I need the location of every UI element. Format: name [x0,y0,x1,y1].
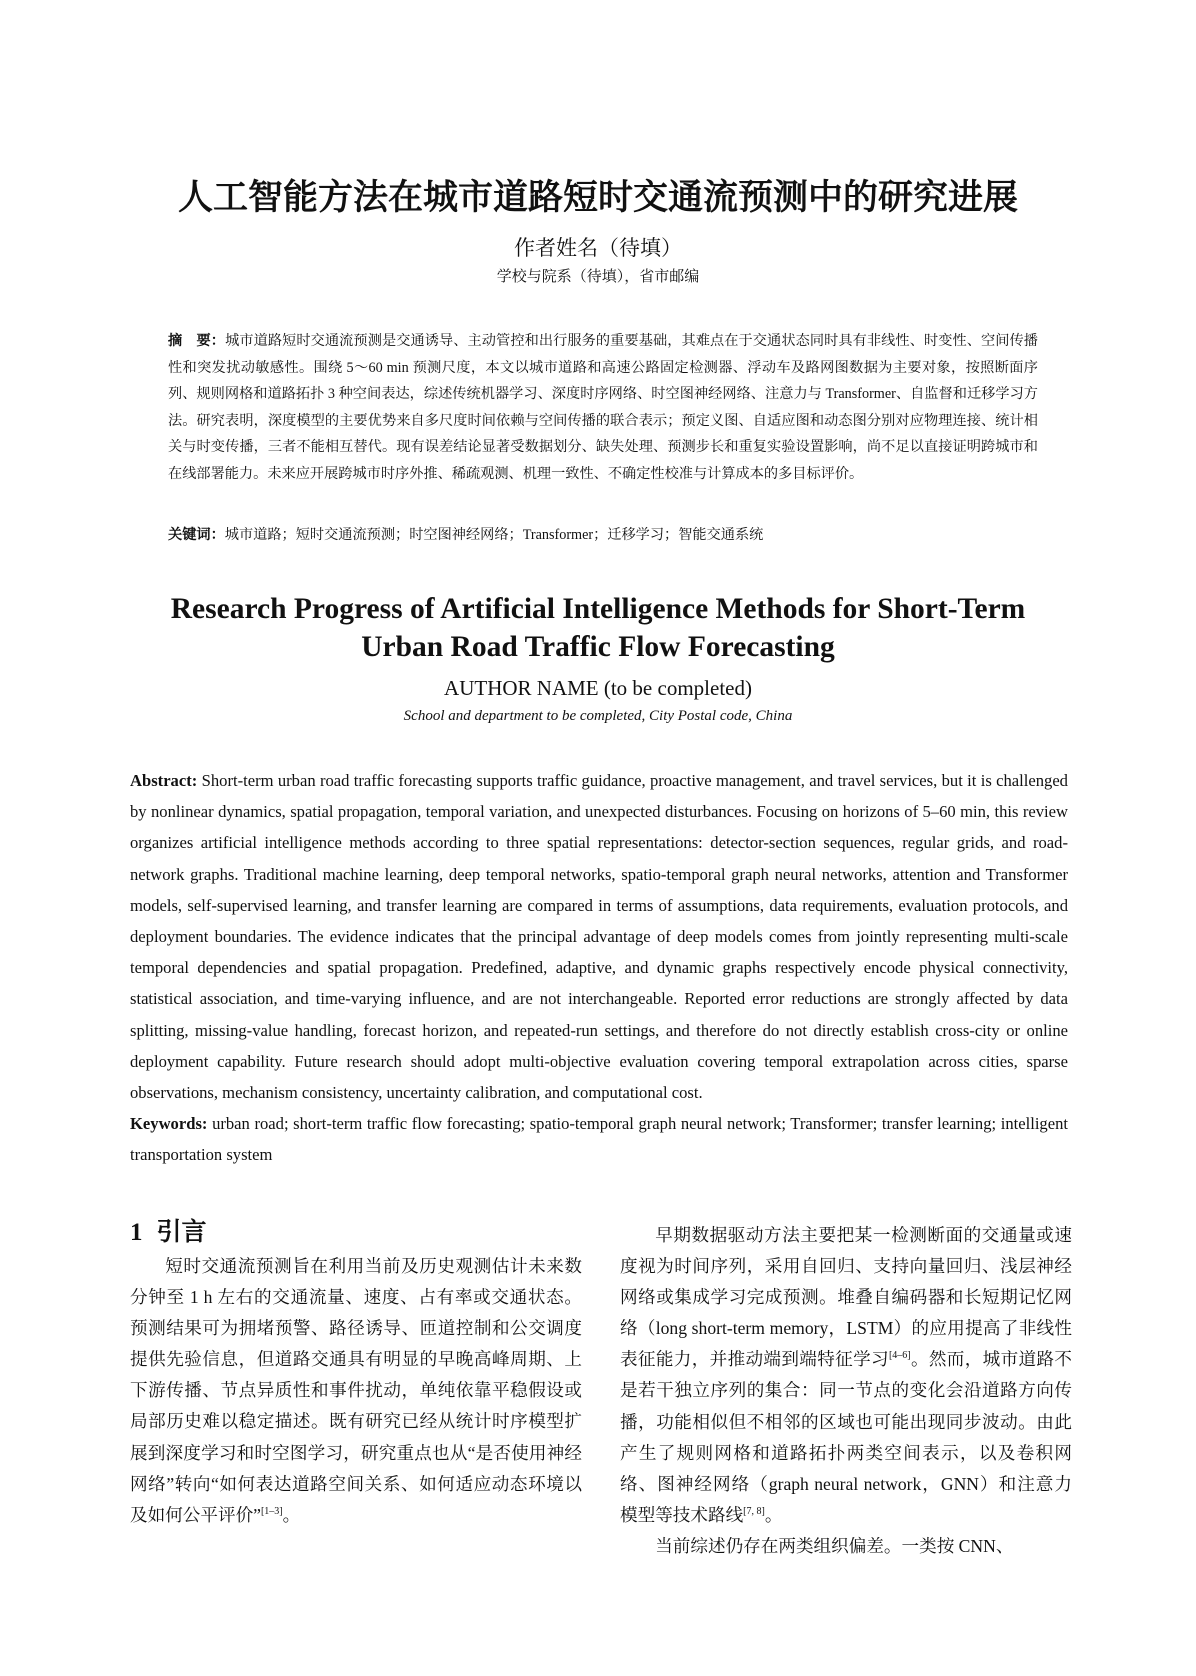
right-column [620,1220,1072,1562]
chinese-title: 人工智能方法在城市道路短时交通流预测中的研究进展 [177,178,1018,218]
english-keywords-label: Keywords: [130,1114,208,1134]
citation: [1–3] [260,1505,283,1517]
english-title [0,590,1196,666]
citation: [7, 8] [743,1505,765,1517]
english-abstract-block [130,765,1068,1171]
english-abstract-text: Short-term urban road traffic forecasting supports traffic guidance, proactive management, and travel services, but it is challenged by nonlinear dynamics, spatial propagation, temporal variation, and unexpected disturbances. Focusing on horizons of 5–60 min, this review organizes artificial intelligence methods according to three spatial representations: detector-section sequences, regular grids, and road-network graphs. Traditional machine learning, deep temporal networks, spatio-temporal graph neural networks, attention and Transformer models, self-supervised learning, and transfer learning are compared in terms of assumptions, data requirements, evaluation protocols, and deployment boundaries. The evidence indicates that the principal advantage of deep models comes from jointly representing multi-scale temporal dependencies and spatial propagation. Predefined, adaptive, and dynamic graphs respectively encode physical connectivity, statistical association, and time-varying influence, and are not interchangeable. Reported error reductions are strongly affected by data splitting, missing-value handling, forecast horizon, and repeated-run settings, and therefore do not directly establish cross-city or online deployment capability. Future research should adopt multi-objective evaluation covering temporal extrapolation across cities, sparse observations, mechanism consistency, uncertainty calibration, and computational cost. [130,771,1068,1103]
section-title: 引言 [156,1217,207,1246]
english-title-line-1: Research Progress of Artificial Intelligence Methods for Short-Term [170,593,1026,625]
chinese-author: 作者姓名（待填） [514,236,682,260]
chinese-abstract [168,328,1038,488]
section-heading [130,1212,207,1248]
paragraph [130,1251,582,1531]
section-number: 1 [130,1219,143,1246]
english-title-line-2: Urban Road Traffic Flow Forecasting [361,631,835,663]
chinese-affiliation: 学校与院系（待填），省市邮编 [496,269,700,285]
paragraph-text: 当前综述仍存在两类组织偏差。一类按 CNN、 [655,1535,1014,1556]
paragraph-text: 早期数据驱动方法主要把某一检测断面的交通量或速度视为时间序列，采用自回归、支持向量回归、浅层神经网络或集成学习完成预测。堆叠自编码器和长短期记忆网络（long short-term memory，LSTM）的应用提高了非线性表征能力，并推动端到端特征学习 [620,1225,1072,1370]
chinese-abstract-label: 摘 要： [168,333,226,349]
paragraph-text: 。然而，城市道路不是若干独立序列的集合：同一节点的变化会沿道路方向传播，功能相似但不相邻的区域也可能出现同步波动。由此产生了规则网格和道路拓扑两类空间表示，以及卷积网络、图神经网络（graph neural network，GNN）和注意力模型等技术路线 [620,1349,1072,1525]
chinese-keywords-label: 关键词： [168,527,225,543]
paragraph [620,1531,1072,1562]
english-abstract [130,765,1068,1108]
chinese-keywords [168,522,1038,548]
paragraph-text: 。 [282,1504,301,1525]
english-abstract-label: Abstract: [130,771,198,790]
chinese-keywords-text: 城市道路；短时交通流预测；时空图神经网络；Transformer；迁移学习；智能交通系统 [224,527,764,543]
english-author: AUTHOR NAME (to be completed) [444,676,752,700]
english-affiliation: School and department to be completed, City Postal code, China [403,708,793,724]
paragraph-text: 短时交通流预测旨在利用当前及历史观测估计未来数分钟至 1 h 左右的交通流量、速度、占有率或交通状态。预测结果可为拥堵预警、路径诱导、匝道控制和公交调度提供先验信息，但道路交通具有明显的早晚高峰周期、上下游传播、节点异质性和事件扰动，单纯依靠平稳假设或局部历史难以稳定描述。既有研究已经从统计时序模型扩展到深度学习和时空图学习，研究重点也从“是否使用神经网络”转向“如何表达道路空间关系、如何适应动态环境以及如何公平评价” [130,1256,582,1525]
paragraph-text: 。 [764,1504,783,1525]
left-column [130,1251,582,1531]
english-keywords [130,1108,1068,1170]
citation: [4–6] [888,1350,911,1362]
chinese-abstract-text: 城市道路短时交通流预测是交通诱导、主动管控和出行服务的重要基础，其难点在于交通状态同时具有非线性、时变性、空间传播性和突发扰动敏感性。围绕 5～60 min 预测尺度，本文以城市道路和高速公路固定检测器、浮动车及路网图数据为主要对象，按照断面序列、规则网格和道路拓扑 3 种空间表达，综述传统机器学习、深度时序网络、时空图神经网络、注意力与 Transformer、自监督和迁移学习方法。研究表明，深度模型的主要优势来自多尺度时间依赖与空间传播的联合表示；预定义图、自适应图和动态图分别对应物理连接、统计相关与时变传播，三者不能相互替代。现有误差结论显著受数据划分、缺失处理、预测步长和重复实验设置影响，尚不足以直接证明跨城市和在线部署能力。未来应开展跨城市时序外推、稀疏观测、机理一致性、不确定性校准与计算成本的多目标评价。 [168,333,1038,482]
english-keywords-text: urban road; short-term traffic flow forecasting; spatio-temporal graph neural network; Transformer; transfer learning; intelligent transportation system [130,1114,1068,1165]
paragraph [620,1220,1072,1531]
